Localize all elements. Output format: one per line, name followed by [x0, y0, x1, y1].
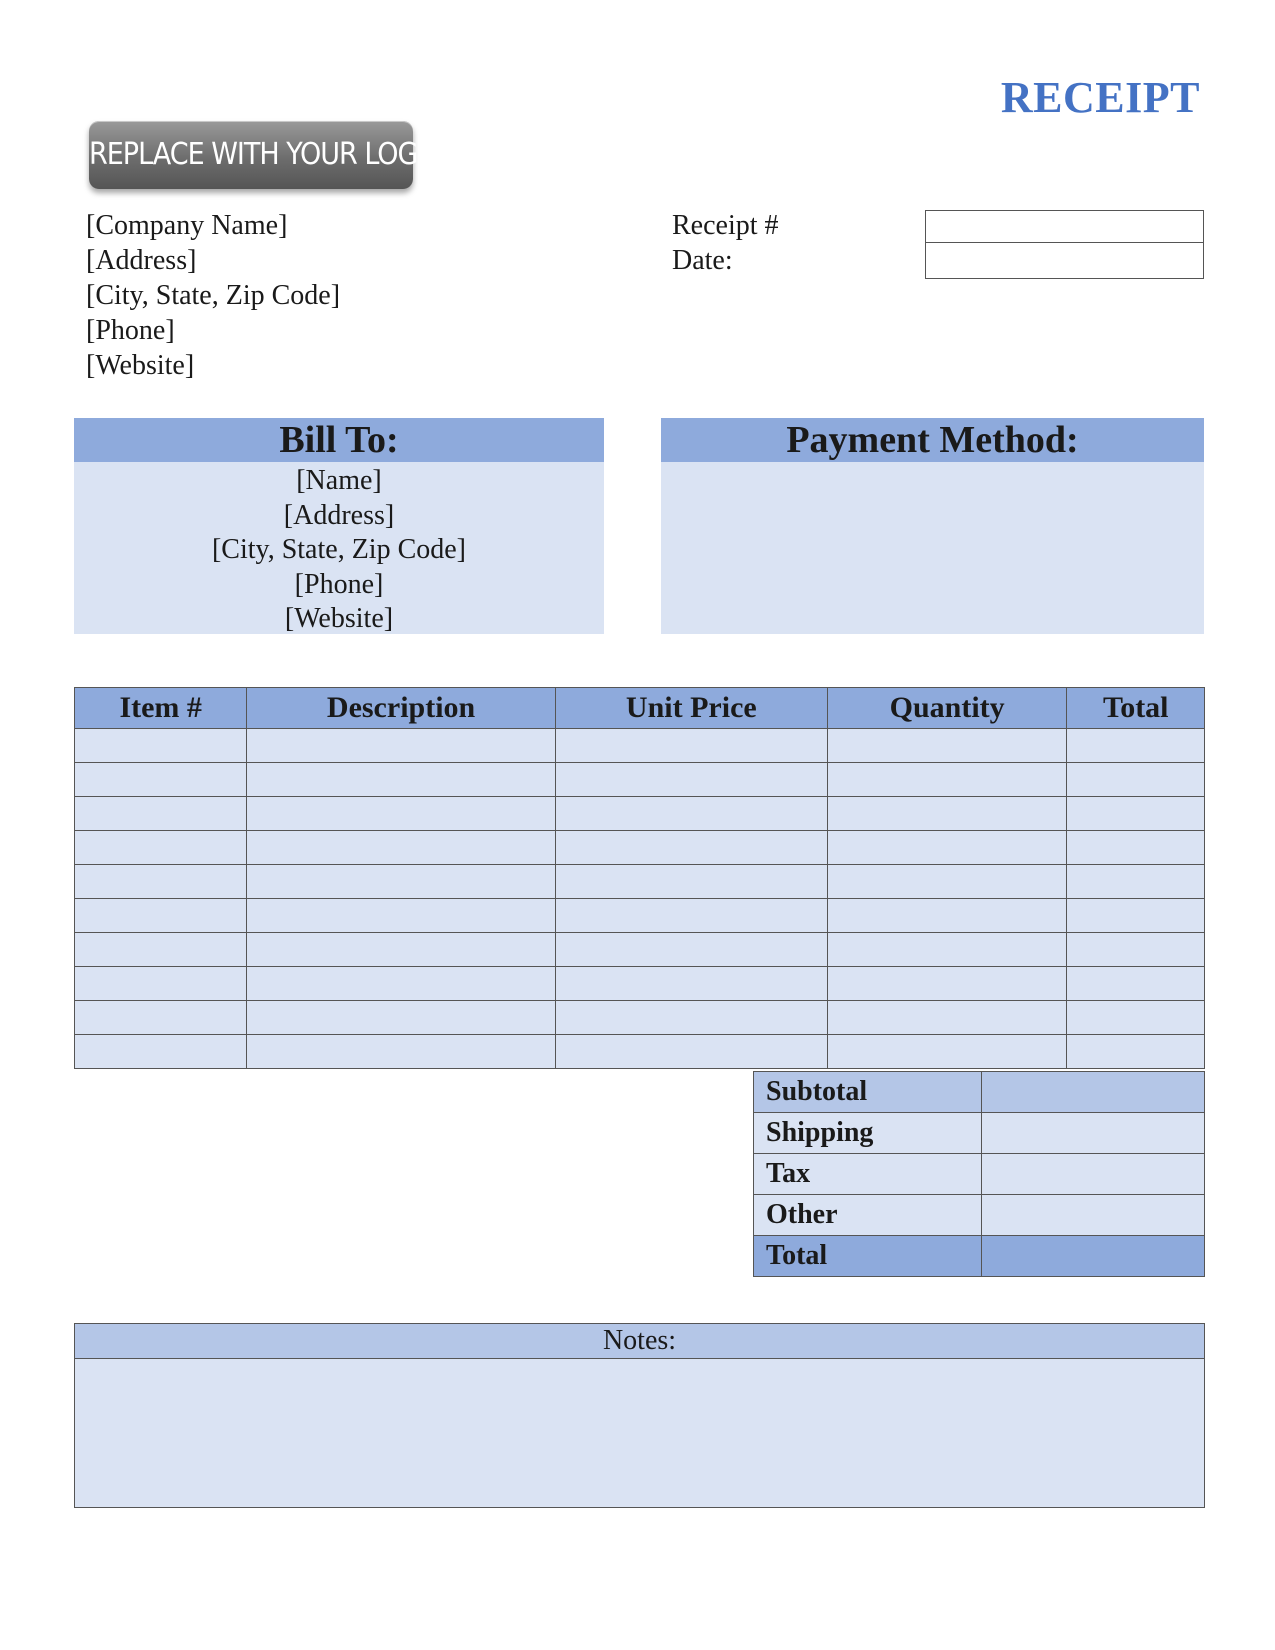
payment-method-body[interactable]: [661, 462, 1204, 634]
cell-total[interactable]: [1067, 797, 1205, 831]
table-row: [75, 865, 1205, 899]
cell-total[interactable]: [1067, 967, 1205, 1001]
cell-unit-price[interactable]: [555, 729, 827, 763]
cell-item-number[interactable]: [75, 763, 247, 797]
cell-unit-price[interactable]: [555, 1001, 827, 1035]
tax-row: [754, 1154, 1205, 1195]
company-name: [Company Name]: [86, 210, 288, 241]
bill-to-header: Bill To:: [74, 418, 604, 462]
cell-total[interactable]: [1067, 899, 1205, 933]
cell-unit-price[interactable]: [555, 797, 827, 831]
other-value[interactable]: [982, 1195, 1205, 1236]
table-row: [75, 729, 1205, 763]
receipt-number-label: Receipt #: [672, 210, 779, 241]
bill-to-panel: [74, 418, 604, 634]
cell-total[interactable]: [1067, 933, 1205, 967]
cell-total[interactable]: [1067, 831, 1205, 865]
totals-table: [753, 1071, 1205, 1277]
notes-body[interactable]: [75, 1359, 1204, 1507]
cell-unit-price[interactable]: [555, 865, 827, 899]
cell-item-number[interactable]: [75, 1001, 247, 1035]
items-table: [74, 687, 1205, 1069]
cell-quantity[interactable]: [827, 1035, 1067, 1069]
receipt-fields: [925, 210, 1204, 279]
cell-quantity[interactable]: [827, 1001, 1067, 1035]
cell-quantity[interactable]: [827, 899, 1067, 933]
notes-section: [74, 1323, 1205, 1508]
shipping-row: [754, 1113, 1205, 1154]
cell-quantity[interactable]: [827, 831, 1067, 865]
receipt-date-label: Date:: [672, 245, 733, 276]
table-row: [75, 797, 1205, 831]
notes-header: Notes:: [75, 1324, 1204, 1359]
items-body: [75, 729, 1205, 1069]
logo-placeholder: REPLACE WITH YOUR LOGO: [89, 121, 413, 189]
company-phone: [Phone]: [86, 315, 175, 346]
cell-quantity[interactable]: [827, 797, 1067, 831]
cell-description[interactable]: [247, 967, 555, 1001]
cell-unit-price[interactable]: [555, 1035, 827, 1069]
table-row: [75, 763, 1205, 797]
table-row: [75, 933, 1205, 967]
cell-quantity[interactable]: [827, 729, 1067, 763]
receipt-title: RECEIPT: [1000, 73, 1200, 122]
cell-unit-price[interactable]: [555, 933, 827, 967]
shipping-value[interactable]: [982, 1113, 1205, 1154]
receipt-labels: [672, 208, 779, 278]
tax-label: Tax: [754, 1154, 982, 1195]
total-value[interactable]: [982, 1236, 1205, 1277]
cell-quantity[interactable]: [827, 763, 1067, 797]
subtotal-row: [754, 1072, 1205, 1113]
total-label: Total: [754, 1236, 982, 1277]
company-website: [Website]: [86, 350, 195, 381]
cell-item-number[interactable]: [75, 729, 247, 763]
payment-method-panel: [661, 418, 1204, 634]
col-item-number: Item #: [75, 688, 247, 729]
other-label: Other: [754, 1195, 982, 1236]
subtotal-label: Subtotal: [754, 1072, 982, 1113]
cell-unit-price[interactable]: [555, 967, 827, 1001]
cell-quantity[interactable]: [827, 967, 1067, 1001]
receipt-number-field[interactable]: [925, 210, 1204, 243]
cell-description[interactable]: [247, 1001, 555, 1035]
cell-item-number[interactable]: [75, 865, 247, 899]
bill-to-body[interactable]: [74, 462, 604, 634]
bill-to-address: [Address]: [283, 499, 395, 531]
cell-unit-price[interactable]: [555, 899, 827, 933]
subtotal-value[interactable]: [982, 1072, 1205, 1113]
cell-unit-price[interactable]: [555, 763, 827, 797]
cell-item-number[interactable]: [75, 1035, 247, 1069]
cell-total[interactable]: [1067, 865, 1205, 899]
cell-description[interactable]: [247, 1035, 555, 1069]
cell-description[interactable]: [247, 933, 555, 967]
cell-item-number[interactable]: [75, 797, 247, 831]
bill-to-city: [City, State, Zip Code]: [211, 534, 467, 565]
tax-value[interactable]: [982, 1154, 1205, 1195]
table-row: [75, 1001, 1205, 1035]
col-quantity: Quantity: [827, 688, 1067, 729]
table-row: [75, 899, 1205, 933]
cell-unit-price[interactable]: [555, 831, 827, 865]
cell-description[interactable]: [247, 831, 555, 865]
col-unit-price: Unit Price: [555, 688, 827, 729]
cell-description[interactable]: [247, 899, 555, 933]
cell-item-number[interactable]: [75, 831, 247, 865]
cell-quantity[interactable]: [827, 933, 1067, 967]
cell-total[interactable]: [1067, 729, 1205, 763]
bill-to-name: [Name]: [296, 465, 382, 496]
cell-description[interactable]: [247, 763, 555, 797]
receipt-date-field[interactable]: [925, 243, 1204, 279]
company-address: [Address]: [86, 245, 197, 276]
other-row: [754, 1195, 1205, 1236]
bill-to-phone: [Phone]: [294, 568, 384, 600]
shipping-label: Shipping: [754, 1113, 982, 1154]
cell-item-number[interactable]: [75, 967, 247, 1001]
cell-item-number[interactable]: [75, 933, 247, 967]
col-description: Description: [247, 688, 555, 729]
table-row: [75, 831, 1205, 865]
table-row: [75, 1035, 1205, 1069]
company-info: [86, 208, 340, 383]
items-header-row: [75, 688, 1205, 729]
cell-description[interactable]: [247, 865, 555, 899]
cell-quantity[interactable]: [827, 865, 1067, 899]
cell-item-number[interactable]: [75, 899, 247, 933]
table-row: [75, 967, 1205, 1001]
total-row: [754, 1236, 1205, 1277]
payment-method-header: Payment Method:: [661, 418, 1204, 462]
cell-description[interactable]: [247, 729, 555, 763]
cell-description[interactable]: [247, 797, 555, 831]
cell-total[interactable]: [1067, 763, 1205, 797]
bill-to-website: [Website]: [284, 603, 394, 634]
cell-total[interactable]: [1067, 1001, 1205, 1035]
company-city: [City, State, Zip Code]: [86, 280, 341, 311]
col-total: Total: [1067, 688, 1205, 729]
cell-total[interactable]: [1067, 1035, 1205, 1069]
